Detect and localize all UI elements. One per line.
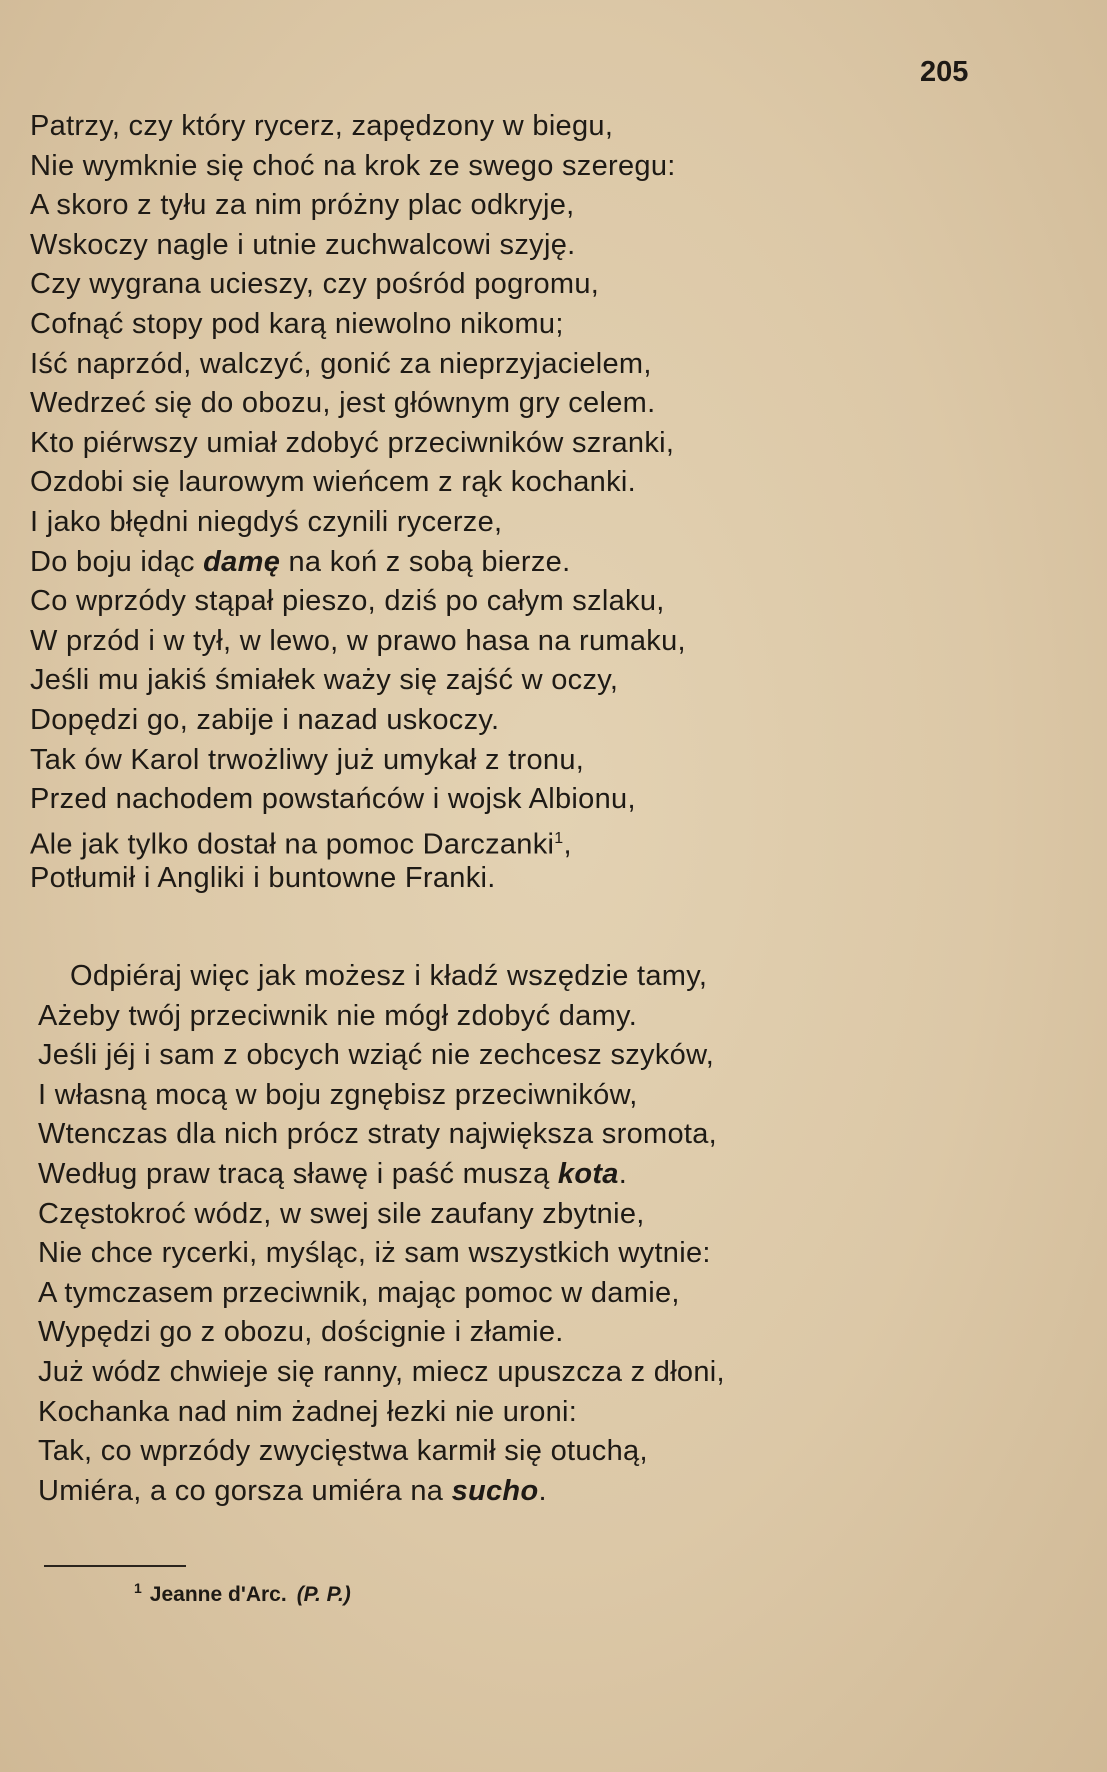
verse-line: Czy wygrana ucieszy, czy pośród pogromu, [30, 268, 600, 301]
verse-line: A tymczasem przeciwnik, mając pomoc w damie, [38, 1276, 680, 1309]
verse-line: Iść naprzód, walczyć, gonić za nieprzyjacielem, [30, 347, 652, 380]
verse-line: Przed nachodem powstańców i wojsk Albionu, [30, 783, 636, 816]
emphasized-word: damę [203, 545, 281, 578]
verse-line: Odpiéraj więc jak możesz i kładź wszędzie tamy, [70, 960, 708, 992]
verse-line: Nie wymknie się choć na krok ze swego szeregu: [30, 149, 676, 182]
emphasized-word: kota [557, 1158, 619, 1190]
verse-line: Dopędzi go, zabije i nazad uskoczy. [30, 704, 500, 736]
verse-line: A skoro z tyłu za nim próżny plac odkryje, [30, 189, 575, 222]
verse-line: Jeśli jéj i sam z obcych wziąć nie zechcesz szyków, [38, 1039, 715, 1072]
verse-line: Umiéra, a co gorsza umiéra na sucho. [38, 1474, 547, 1507]
verse-line: Tak, co wprzódy zwycięstwa karmił się otuchą, [38, 1435, 648, 1468]
verse-line: Wypędzi go z obozu, doścignie i złamie. [38, 1316, 564, 1349]
verse-line: Jeśli mu jakiś śmiałek waży się zajść w oczy, [30, 664, 619, 697]
verse-line: Kto piérwszy umiał zdobyć przeciwników szranki, [30, 426, 675, 459]
verse-line: W przód i w tył, w lewo, w prawo hasa na rumaku, [30, 624, 686, 657]
verse-line: Kochanka nad nim żadnej łezki nie uroni: [38, 1395, 578, 1428]
verse-line: Wedrzeć się do obozu, jest głównym gry celem. [30, 387, 656, 420]
verse-line: Nie chce rycerki, myśląc, iż sam wszystkich wytnie: [38, 1237, 711, 1270]
footnote-divider [44, 1565, 186, 1567]
verse-line: Ale jak tylko dostał na pomoc Darczanki$^1$, [30, 828, 572, 861]
footnote-text: Jeanne d'Arc. [149, 1583, 287, 1606]
verse-line: Tak ów Karol trwożliwy już umykał z tronu, [30, 743, 585, 776]
verse-line: Wskoczy nagle i utnie zuchwalcowi szyję. [30, 228, 576, 261]
emphasized-word: sucho [451, 1474, 539, 1507]
footnote [134, 1580, 351, 1607]
footnote-reference: (P. P.) [296, 1583, 351, 1606]
verse-line: Już wódz chwieje się ranny, miecz upuszcza z dłoni, [38, 1356, 725, 1388]
footnote-marker: 1 [554, 829, 564, 847]
verse-line: Częstokroć wódz, w swej sile zaufany zbytnie, [38, 1197, 645, 1230]
verse-line: Ozdobi się laurowym wieńcem z rąk kochanki. [30, 466, 637, 499]
verse-line: Co wprzódy stąpał pieszo, dziś po całym szlaku, [30, 585, 665, 618]
footnote-mark: 1 [134, 1580, 142, 1596]
verse-line: Patrzy, czy który rycerz, zapędzony w biegu, [30, 110, 614, 142]
verse-line: I jako błędni niegdyś czynili rycerze, [30, 506, 503, 538]
page-number: 205 [920, 56, 969, 88]
verse-line: Potłumił i Angliki i buntowne Franki. [30, 862, 496, 895]
verse-line: Cofnąć stopy pod karą niewolno nikomu; [30, 308, 564, 340]
verse-line: Według praw tracą sławę i paść muszą kota. [38, 1158, 628, 1190]
verse-line: Wtenczas dla nich prócz straty największa sromota, [38, 1118, 718, 1151]
verse-line: Do boju idąc damę na koń z sobą bierze. [30, 545, 571, 578]
verse-line: Ażeby twój przeciwnik nie mógł zdobyć damy. [38, 999, 638, 1032]
verse-line: I własną mocą w boju zgnębisz przeciwników, [38, 1078, 638, 1111]
